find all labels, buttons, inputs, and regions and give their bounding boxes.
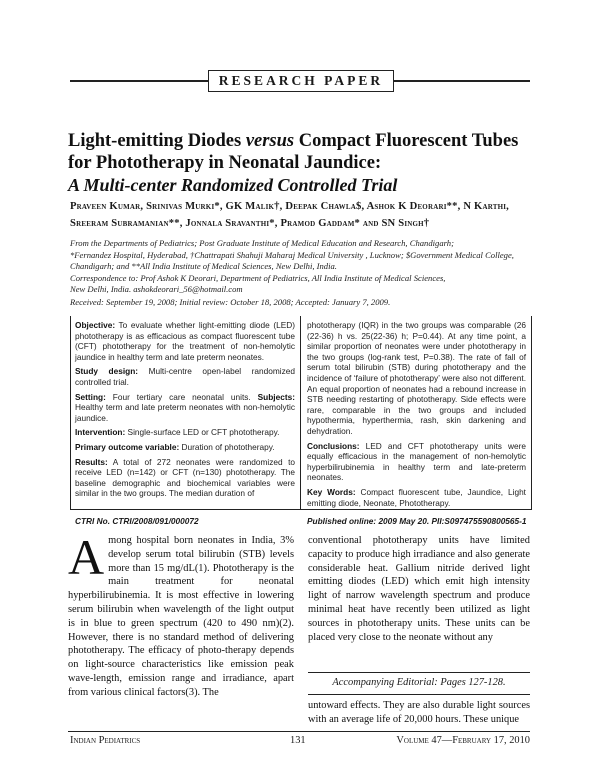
abstract-divider [300, 316, 301, 509]
abstract-text: Four tertiary care neonatal units. [105, 391, 258, 402]
footer-volume: Volume 47—February 17, 2010 [396, 735, 530, 746]
affiliation-line: New Delhi, India. ashokdeorari_56@hotmail.com [70, 284, 243, 295]
footer-page-number: 131 [290, 735, 306, 746]
abstract-paragraph [75, 442, 295, 453]
drop-cap: A [68, 529, 105, 585]
footer-journal: Indian Pediatrics [70, 735, 141, 746]
abstract-paragraph [75, 366, 295, 387]
abstract-paragraph [75, 320, 295, 362]
abstract-text: phototherapy (IQR) in the two groups was comparable (26 (22-36) h vs. 25(22-36) h; P=0.44). At any time point, a similar proportion of neonates were under phototherapy in the two groups (log-rank test, P=0.38). The rate of fall of serum total bilirubin (STB) during phototherapy and the incidence of ‘failure of phototherapy’ were also not different. An equal proportion of neonates had a rebound increase in STB needing restarting of phototherapy. Side effects were rare, comparable in the two groups and included hypothermia, hyperthermia, rash, skin darkening and dehydration. [307, 320, 526, 436]
abstract-paragraph [75, 427, 295, 438]
abstract-text: To evaluate whether light-emitting diode (LED) phototherapy is as efficacious as compact fluorescent tube (CFT) phototherapy for the treatment of non-hemolytic jaundice in healthy term and late preterm neonates. [75, 320, 295, 362]
affiliation-line: Received: September 19, 2008; Initial review: October 18, 2008; Accepted: January 7, 2009. [70, 296, 391, 307]
abstract-right [307, 320, 526, 512]
abstract-label: Study design: [75, 366, 139, 377]
title-line1-post: Compact Fluorescent Tubes [294, 131, 519, 151]
abstract-label: Conclusions: [307, 440, 360, 451]
abstract-text: Duration of phototherapy. [179, 441, 275, 452]
affiliation-line: Correspondence to: Prof Ashok K Deorari, Department of Pediatrics, All India Institute of Medical Sciences, [70, 272, 446, 283]
affiliation-line: Chandigarh; and **All India Institute of Medical Sciences, New Delhi, India. [70, 261, 337, 272]
abstract-label: Primary outcome variable: [75, 441, 180, 452]
abstract-label: Results: [75, 456, 108, 467]
section-label: RESEARCH PAPER [208, 70, 394, 92]
abstract-text: Multi-centre open-label randomized controlled trial. [75, 366, 296, 387]
ctri-number: CTRI No. CTRI/2008/091/000072 [75, 516, 199, 526]
abstract-text: LED and CFT phototherapy units were equally efficacious in the management of non-hemolytic hyperbilirubinemia in healthy term and late-preterm neonates. [307, 440, 526, 483]
author-line-2: Sreeram Subramanian**, Jonnala Sravanthi*, Pramod Gaddam* and SN Singh† [70, 218, 430, 229]
abstract-label: Subjects: [257, 391, 295, 402]
body-right-bottom: untoward effects. They are also durable light sources with an average life of 20,000 hours. These unique [308, 700, 530, 725]
abstract-label: Intervention: [75, 427, 126, 438]
title-line1-italic: versus [245, 131, 295, 151]
abstract-left [75, 320, 295, 503]
abstract-text: A total of 272 neonates were randomized to receive LED (n=142) or CFT (n=130) phototherapy. The baseline demographic and biochemical variables were similar in the two groups. The median duration of [75, 456, 295, 499]
abstract-label: Setting: [75, 391, 106, 402]
abstract-text: Single-surface LED or CFT phototherapy. [125, 427, 280, 438]
editorial-rule-bottom [308, 694, 530, 695]
author-list [70, 198, 550, 232]
body-left-column [68, 529, 294, 700]
author-line-1: Praveen Kumar, Srinivas Murki*, GK Malik†, Deepak Chawla$, Ashok K Deorari**, N Karthi, [70, 201, 510, 212]
title-line2: for Phototherapy in Neonatal Jaundice: [68, 153, 382, 173]
affiliation-line: *Fernandez Hospital, Hyderabad, †Chattrapati Shahuji Maharaj Medical University , Lucknow; $Government Medical College, [70, 249, 514, 260]
abstract-text: Compact fluorescent tube, Jaundice, Light emitting diode, Neonate, Phototherapy. [307, 486, 526, 508]
abstract-paragraph [75, 392, 295, 424]
abstract-label: Objective: [75, 320, 116, 330]
footer-rule [68, 731, 530, 732]
affiliation-line: From the Departments of Pediatrics; Post Graduate Institute of Medical Education and Research, Chandigarh; [70, 238, 454, 248]
affiliations [70, 238, 550, 309]
body-left-text: mong hospital born neonates in India, 3% develop serum total bilirubin (STB) levels more than 15 mg/dL(1). Phototherapy is the main treatment for neonatal hyperbilirubinemia. It is most effective in lowering serum bilirubin when wavelength of the light output is in blue to green spectrum (420 to 490 nm)(2). However, there is no standard method of delivering phototherapy. The efficacy of photo-therapy depends on light-source characteristics like emission peak wave-length, emission range and irradiance, apart from various clinical factors(3). The [68, 535, 294, 698]
abstract-paragraph [307, 441, 526, 483]
abstract-text: Healthy term and late preterm neonates with non-hemolytic jaundice. [75, 402, 295, 423]
paper-title [68, 130, 548, 196]
abstract-paragraph [307, 320, 526, 437]
editorial-rule-top [308, 672, 530, 673]
title-subtitle: A Multi-center Randomized Controlled Trial [68, 175, 398, 195]
accompanying-editorial: Accompanying Editorial: Pages 127-128. [332, 677, 506, 688]
abstract-paragraph [75, 457, 295, 499]
abstract-label: Key Words: [307, 486, 356, 497]
title-line1-pre: Light-emitting Diodes [68, 131, 246, 151]
published-online: Published online: 2009 May 20. PII:S097475590800565-1 [307, 516, 527, 526]
abstract-paragraph [307, 487, 526, 508]
body-right-top: conventional phototherapy units have limited capacity to produce high irradiance and also generate considerable heat. Gallium nitride derived light emitting diodes (LED) which emit high intensity light of narrow wavelength spectrum and produce minimal heat have recently been utilized as light sources in phototherapy units. These units can be placed very close to the neonate without any [308, 535, 530, 643]
